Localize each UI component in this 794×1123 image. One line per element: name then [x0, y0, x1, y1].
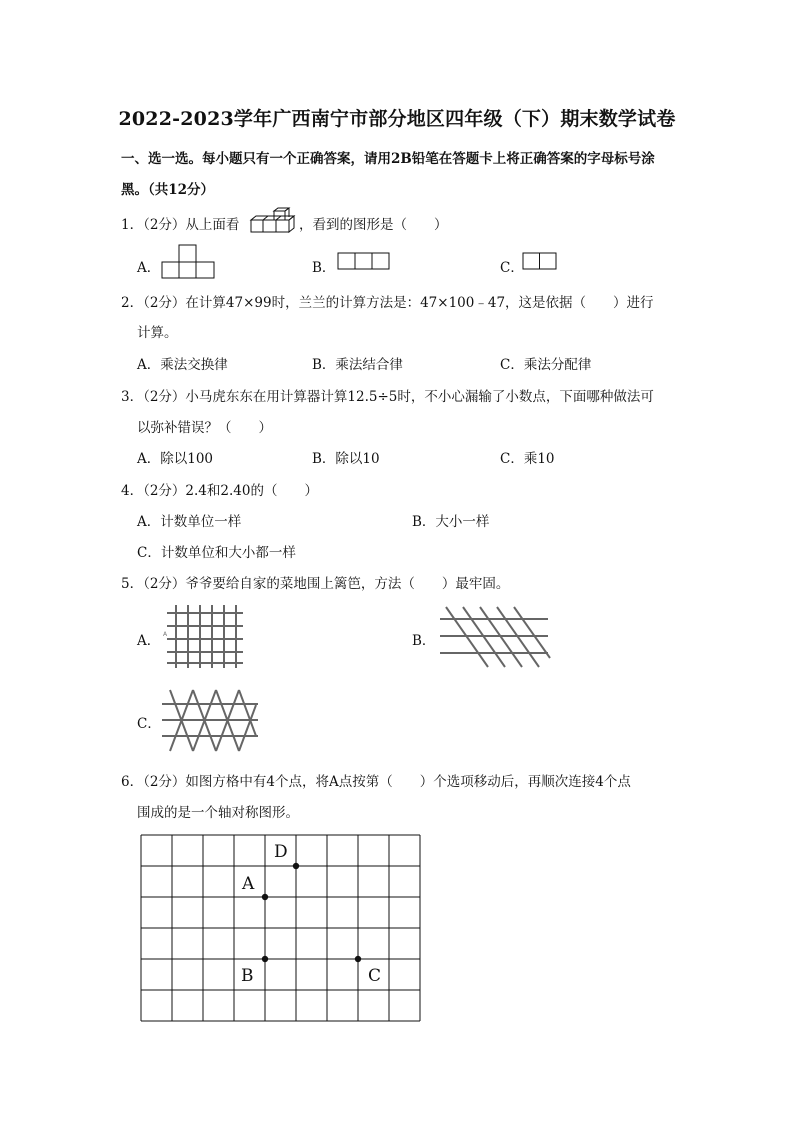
question-2-stem-line1: 2．（2分）在计算47×99时，兰兰的计算方法是：47×100﹣47，这是依据（ ）进行	[121, 295, 654, 311]
q5-tiny-mark: A	[163, 631, 168, 638]
question-3-stem-line1: 3．（2分）小马虎东东在用计算器计算12.5÷5时，不小心漏输了小数点，下面哪种做法可	[121, 389, 654, 405]
point-b	[262, 956, 268, 962]
q2-option-b[interactable]: B．乘法结合律	[312, 357, 403, 373]
point-grid-figure	[140, 834, 424, 1024]
q2-option-c[interactable]: C．乘法分配律	[500, 357, 592, 373]
q2-option-a[interactable]: A．乘法交换律	[137, 357, 228, 373]
q5-option-a-label[interactable]: A．	[137, 633, 161, 649]
point-label-a: A	[242, 874, 255, 894]
q1-option-b-figure	[337, 252, 391, 270]
q1-option-c-label[interactable]: C．	[500, 260, 524, 276]
question-2-stem-line2: 计算。	[137, 325, 178, 341]
fence-parallelogram-grid	[436, 604, 552, 670]
section-instruction-line1: 一、选一选。每小题只有一个正确答案，请用2B铅笔在答题卡上将正确答案的字母标号涂	[121, 151, 655, 167]
point-d	[293, 863, 299, 869]
q1-option-b-label[interactable]: B．	[312, 260, 336, 276]
fence-square-grid	[165, 603, 245, 669]
fence-triangle-grid	[160, 687, 260, 755]
point-label-c: C	[368, 966, 382, 986]
point-label-b: B	[241, 966, 254, 986]
point-label-d: D	[274, 842, 288, 862]
question-6-stem-line2: 围成的是一个轴对称图形。	[137, 805, 299, 821]
question-1-stem: 1．（2分）从上面看	[121, 217, 240, 233]
q4-option-b[interactable]: B．大小一样	[412, 514, 490, 530]
q3-option-a[interactable]: A．除以100	[137, 451, 214, 467]
q3-option-b[interactable]: B．除以10	[312, 451, 380, 467]
q5-option-b-label[interactable]: B．	[412, 633, 436, 649]
page-title: 2022-2023学年广西南宁市部分地区四年级（下）期末数学试卷	[118, 108, 676, 130]
question-5-stem: 5．（2分）爷爷要给自家的菜地围上篱笆，方法（ ）最牢固。	[121, 576, 510, 592]
q4-option-c[interactable]: C．计数单位和大小都一样	[137, 545, 296, 561]
question-3-stem-line2: 以弥补错误？（ ）	[137, 420, 272, 436]
q1-option-a-figure	[161, 244, 216, 280]
section-instruction-line2: 黑。（共12分）	[121, 182, 215, 198]
q1-option-a-label[interactable]: A．	[137, 260, 161, 276]
question-6-stem-line1: 6．（2分）如图方格中有4个点，将A点按第（ ）个选项移动后，再顺次连接4个点	[121, 774, 631, 790]
question-4-stem: 4．（2分）2.4和2.40的（ ）	[121, 483, 318, 499]
cube-stack-figure	[249, 208, 299, 234]
q1-option-c-figure	[522, 252, 558, 270]
point-a	[262, 894, 268, 900]
q5-option-c-label[interactable]: C．	[137, 716, 161, 732]
q3-option-c[interactable]: C．乘10	[500, 451, 555, 467]
question-1-tail: ，看到的图形是（ ）	[299, 217, 448, 233]
point-c	[355, 956, 361, 962]
q4-option-a[interactable]: A．计数单位一样	[137, 514, 242, 530]
